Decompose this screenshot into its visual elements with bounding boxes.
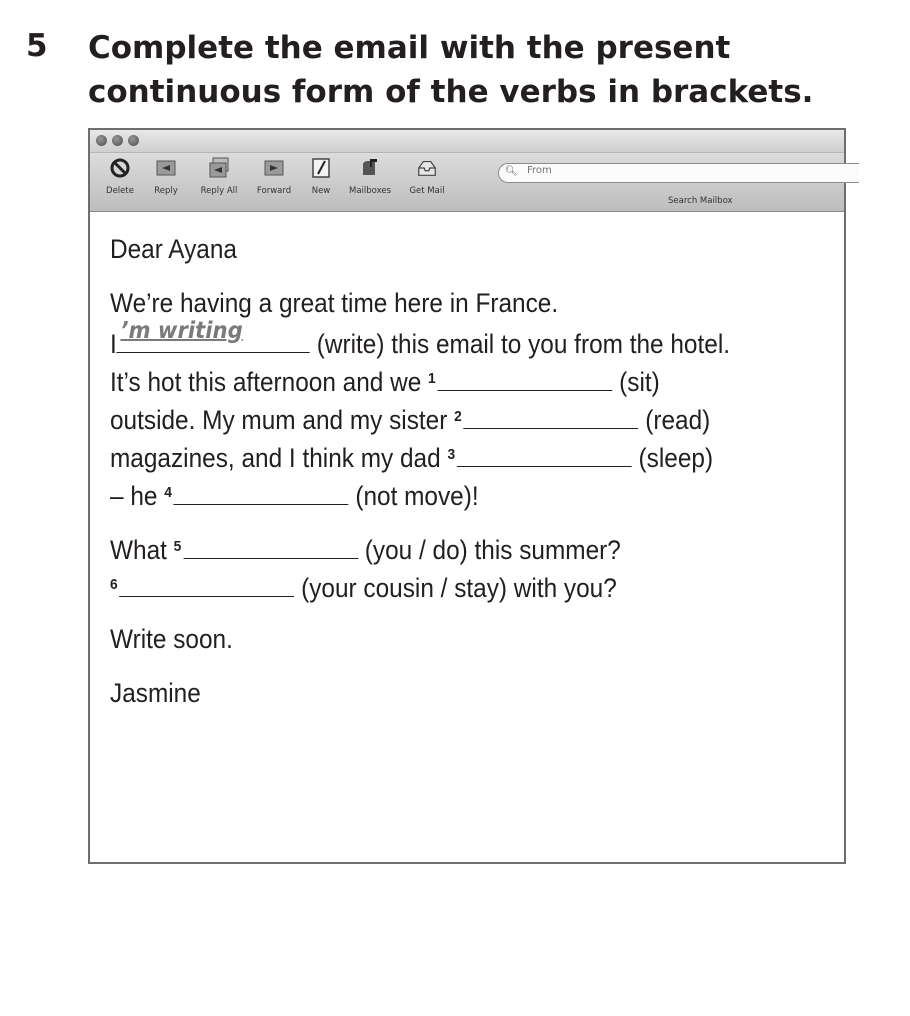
get-mail-icon [416,157,438,179]
verb-hint-5: (you / do) this summer? [357,535,621,565]
verb-hint-2: (read) [638,405,711,435]
search-input[interactable] [527,165,827,176]
example-rest: (write) this email to you from the hotel. [309,329,731,359]
search-mailbox-label: Search Mailbox [668,196,733,206]
gap-number-1: 1 [428,370,436,387]
example-answer-blank [117,318,310,353]
email-line-gap-2 [110,398,782,436]
verb-hint-3: (sleep) [631,443,714,473]
email-line-gap-6 [110,566,782,604]
email-line: We’re having a great time here in France. [110,288,559,318]
mailboxes-icon [359,157,381,179]
answer-blank-4[interactable] [174,478,349,505]
email-line-gap-3 [110,436,782,474]
forward-label: Forward [256,186,292,196]
reply-all-icon [208,157,230,179]
mailboxes-button[interactable] [342,157,398,196]
answer-blank-5[interactable] [183,532,358,559]
line-text: – he [110,481,165,511]
reply-icon [155,157,177,179]
email-closing: Write soon. [110,624,233,654]
search-mailbox-field[interactable] [498,163,859,183]
email-line-example [110,318,782,360]
zoom-window-icon[interactable] [128,135,139,146]
email-body [110,230,782,712]
get-mail-button[interactable] [404,157,450,196]
reply-all-label: Reply All [200,186,238,196]
reply-all-button[interactable] [194,157,244,196]
delete-icon [109,157,131,179]
gap-number-5: 5 [173,538,182,555]
exercise-number: 5 [26,28,48,64]
delete-label: Delete [106,186,134,196]
forward-button[interactable] [250,157,298,196]
verb-hint-4: (not move)! [348,481,479,511]
example-answer: ’m writing [120,318,243,344]
delete-button[interactable] [98,157,142,196]
get-mail-label: Get Mail [409,186,445,196]
new-message-label: New [311,186,331,196]
close-window-icon[interactable] [96,135,107,146]
gap-number-2: 2 [454,408,462,425]
instruction-line-1: Complete the email with the present [88,30,731,66]
mailboxes-label: Mailboxes [348,186,392,196]
mail-window [88,128,846,864]
gap-number-3: 3 [447,446,456,463]
line-text: What [110,535,174,565]
line-text: It’s hot this afternoon and we [110,367,429,397]
instruction-line-2: continuous form of the verbs in brackets. [88,74,814,110]
reply-label: Reply [154,186,178,196]
reply-button[interactable] [146,157,186,196]
email-line-gap-1 [110,360,782,398]
email-greeting: Dear Ayana [110,234,237,264]
forward-icon [263,157,285,179]
minimize-window-icon[interactable] [112,135,123,146]
gap-number-6: 6 [110,576,118,593]
example-prefix: I [110,329,117,359]
gap-number-4: 4 [164,484,172,501]
window-titlebar [90,130,844,153]
email-signature: Jasmine [110,678,201,708]
new-message-button[interactable] [304,157,338,196]
search-icon: 🔍︎ [505,166,518,177]
answer-blank-2[interactable] [464,402,639,429]
email-line-gap-5 [110,528,782,566]
email-line-gap-4 [110,474,782,512]
verb-hint-1: (sit) [612,367,660,397]
exercise-instruction [88,26,888,114]
new-message-icon [310,157,332,179]
answer-blank-1[interactable] [438,364,613,391]
answer-blank-6[interactable] [120,570,295,597]
line-text: outside. My mum and my sister [110,405,455,435]
mail-toolbar [90,153,844,212]
verb-hint-6: (your cousin / stay) with you? [294,573,617,603]
line-text: magazines, and I think my dad [110,443,448,473]
answer-blank-3[interactable] [457,440,632,467]
